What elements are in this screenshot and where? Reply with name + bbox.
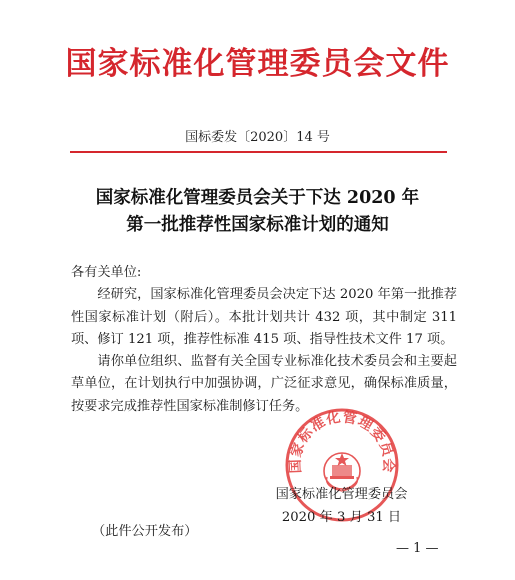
body-paragraph-2: 请你单位组织、监督有关全国专业标准化技术委员会和主要起草单位，在计划执行中加强协调，广泛征求意见，确保标准质量，按要求完成推荐性国家标准制修订任务。: [71, 354, 457, 414]
signature-organization: 国家标准化管理委员会: [275, 487, 408, 502]
salutation: 各有关单位:: [71, 265, 142, 280]
red-divider-line: [70, 151, 447, 153]
document-subject: [0, 185, 515, 239]
subject-line-2: 第一批推荐性国家标准计划的通知: [126, 215, 389, 235]
seal-arc-text: [287, 408, 398, 473]
document-body: [71, 262, 457, 418]
document-number: 国标委发〔2020〕14 号: [185, 130, 330, 145]
document-header-title: 国家标准化管理委员会文件: [65, 46, 450, 82]
signature-date: 2020 年 3 月 31 日: [281, 509, 402, 525]
publish-note: （此件公开发布）: [92, 524, 198, 539]
signature-block: [254, 484, 429, 529]
page-number: — 1 —: [396, 541, 439, 556]
subject-line-1: 国家标准化管理委员会关于下达 2020 年: [95, 188, 420, 208]
seal-arc-textpath: 国家标准化管理委员会: [287, 409, 397, 474]
body-paragraph-1: 经研究，国家标准化管理委员会决定下达 2020 年第一批推荐性国家标准计划（附后）。本批计划共计 432 项，其中制定 311 项、修订 121 项，推荐性标准 415 项、指导性技术文件 17 项。: [71, 287, 457, 347]
